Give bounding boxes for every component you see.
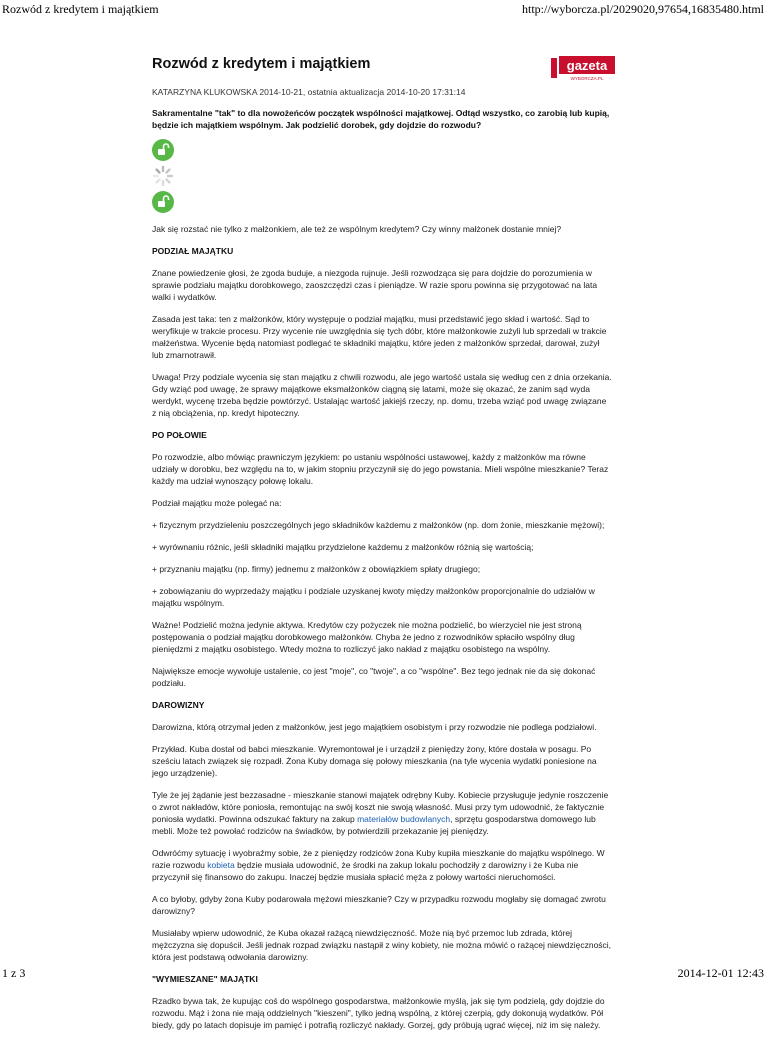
print-timestamp: 2014-12-01 12:43 [677,966,764,980]
print-footer [0,966,768,984]
section-heading: PO POŁOWIE [152,430,207,440]
paragraph: Po rozwodzie, albo mówiąc prawniczym językiem: po ustaniu wspólności ustawowej, każdy z małżonków ma równe udziały w dorobku, bez względu na to, w jakim stopniu przyczynił się do jego powstania. Mieli wspólne mieszkanie? Teraz każdy ma udział wynoszący połowę lokalu. [152,452,609,486]
icon-stack [152,139,612,213]
list-item: + zobowiązaniu do wyprzedaży majątku i podziale uzyskanej kwoty między małżonków proporcjonalnie do udziałów w majątku wspólnym. [152,586,595,608]
paragraph: Największe emocje wywołuje ustalenie, co jest "moje", co "twoje", a co "wspólne". Bez tego jednak nie da się dokonać podziału. [152,666,596,688]
text-span: Tyle że jej żądanie jest bezzasadne - mieszkanie stanowi majątek odrębny Kuby. Kobiecie przysługuje jedynie roszczenie o zwrot nakładów, które poniosła, remontując na swój koszt nie swoją własność. Musi przy tym udowodnić, że faktycznie poniosła wydatki. Powinna odszukać faktury na zakup [152,790,609,824]
paragraph [152,789,612,837]
paragraph: Zasada jest taka: ten z małżonków, który występuje o podział majątku, musi przedstawić jego skład i wartość. Sąd to weryfikuje w trakcie procesu. Przy wycenie nie uwzględnia się tych dóbr, które małżonkowie zużyli lub sprzedali w trakcie małżeństwa. Wycenie będą natomiast podlegać te składniki majątku, które jeden z małżonków sprzedał, darował, zużył lub zmarnotrawił. [152,314,607,360]
text-span: będzie musiała udowodnić, że środki na zakup lokalu pochodziły z darowizny i że Kuba nie przyczynił się finansowo do zakupu. Inaczej będzie musiała spłacić męża z połowy wartości nieruchomości. [152,860,579,882]
article-dates: 2014-10-21, ostatnia aktualizacja 2014-10-20 17:31:14 [257,87,466,97]
list-item: + fizycznym przydzieleniu poszczególnych jego składników każdemu z małżonków (np. dom żonie, mieszkanie mężowi); [152,520,605,530]
paragraph: A co byłoby, gdyby żona Kuby podarowała mężowi mieszkanie? Czy w przypadku rozwodu mogłaby się domagać zwrotu darowizny? [152,894,606,916]
link-materialy-budowlane[interactable]: materiałów budowlanych [357,814,451,824]
author-name: KATARZYNA KLUKOWSKA [152,87,258,97]
paragraph: Przykład. Kuba dostał od babci mieszkanie. Wyremontował je i urządził z pieniędzy żony, które dostała w posagu. Po sześciu latach związek się rozpadł. Żona Kuby domaga się połowy mieszkania (na tyle wycenia wydatki poniesione na jego urządzenie). [152,744,597,778]
article-meta [152,86,612,98]
article [152,52,612,1041]
paragraph: Podział majątku może polegać na: [152,498,282,508]
link-kobieta[interactable]: kobieta [207,860,235,870]
gazeta-logo [551,52,615,82]
text-span: Odwróćmy sytuację i wyobraźmy sobie, że z pieniędzy rodziców żona Kuby kupiła mieszkanie do majątku wspólnego. W razie rozwodu [152,848,605,870]
section-heading: DAROWIZNY [152,700,205,710]
list-item: + przyznaniu majątku (np. firmy) jednemu z małżonków z obowiązkiem spłaty drugiego; [152,564,481,574]
paragraph: Musiałaby wpierw udowodnić, że Kuba okazał rażącą niewdzięczność. Może nią być przemoc lub zdrada, której mężczyzna się dopuścił. Jeśli jednak rozpad związku nastąpił z winy kobiety, nie można mówić o rażącej niewdzięczności, która jest podstawą odwołania darowizny. [152,928,612,962]
title-row [152,52,612,86]
text-span: , sprzętu gospodarstwa domowego lub mebli. Może też powołać rodziców na świadków, by potwierdzili przekazanie jej pieniędzy. [152,814,596,836]
paragraph: Uwaga! Przy podziale wycenia się stan majątku z chwili rozwodu, ale jego wartość ustala się według cen z dnia orzekania. Gdy wziąć pod uwagę, że sprawy majątkowe eksmałżonków ciągną się latami, może się okazać, że zanim sąd wyda werdykt, wycenę trzeba będzie powtórzyć. Ustalając wartość jakiejś rzeczy, np. domu, trzeba wziąć pod uwagę związane z nią obciążenia, np. kredyt hipoteczny. [152,372,612,418]
paragraph [152,847,612,883]
print-header-title: Rozwód z kredytem i majątkiem [2,2,159,16]
logo-text: gazeta [566,58,608,73]
section-heading: "WYMIESZANE" MAJĄTKI [152,974,258,984]
paragraph: Darowizna, którą otrzymał jeden z małżonków, jest jego majątkiem osobistym i przy rozwodzie nie podlega podziałowi. [152,722,597,732]
print-header [0,2,768,20]
page-number: 1 z 3 [2,966,26,980]
paragraph: Rzadko bywa tak, że kupując coś do wspólnego gospodarstwa, małżonkowie myślą, jak się tym podzielą, gdy dojdzie do rozwodu. Mąż i żona nie mają oddzielnych "kieszeni", tylko jedną wspólną, z której czerpią, gdy dokonują wydatków. Pół biedy, gdy po latach dopisuje im pamięć i potrafią rozliczyć nakłady. Gorzej, gdy próbują ugrać więcej, niż im się należy. [152,996,605,1030]
paragraph: Ważne! Podzielić można jedynie aktywa. Kredytów czy pożyczek nie można podzielić, bo wierzyciel nie jest stroną postępowania o podział majątku dorobkowego małżonków. Chyba że jedno z rozwodników spłaciło wspólny dług pieniędzmi z majątku osobistego. Wtedy można to rozliczyć jako nakład z majątku osobistego na wspólny. [152,620,582,654]
loading-spinner-icon [152,165,174,187]
section-heading: PODZIAŁ MAJĄTKU [152,246,234,256]
article-intro: Jak się rozstać nie tylko z małżonkiem, ale też ze wspólnym kredytem? Czy winny małżonek dostanie mniej? [152,224,562,234]
logo-subtext: WYBORCZA.PL [570,76,604,81]
article-lead: Sakramentalne "tak" to dla nowożeńców początek wspólności majątkowej. Odtąd wszystko, co zarobią lub kupią, będzie ich majątkiem wspólnym. Jak podzielić dorobek, gdy dojdzie do rozwodu? [152,108,610,130]
print-header-url: http://wyborcza.pl/2029020,97654,16835480.html [522,2,764,16]
unlock-icon[interactable] [152,191,174,213]
paragraph: Znane powiedzenie głosi, że zgoda buduje, a niezgoda rujnuje. Jeśli rozwodząca się para dojdzie do porozumienia w sprawie podziału majątku dorobkowego, zaoszczędzi czas i pieniądze. W razie sporu powinna się przygotować na lata walki i wydatków. [152,268,598,302]
article-title: Rozwód z kredytem i majątkiem [152,56,371,72]
unlock-icon[interactable] [152,139,174,161]
list-item: + wyrównaniu różnic, jeśli składniki majątku przydzielone każdemu z małżonków różnią się wartością; [152,542,534,552]
